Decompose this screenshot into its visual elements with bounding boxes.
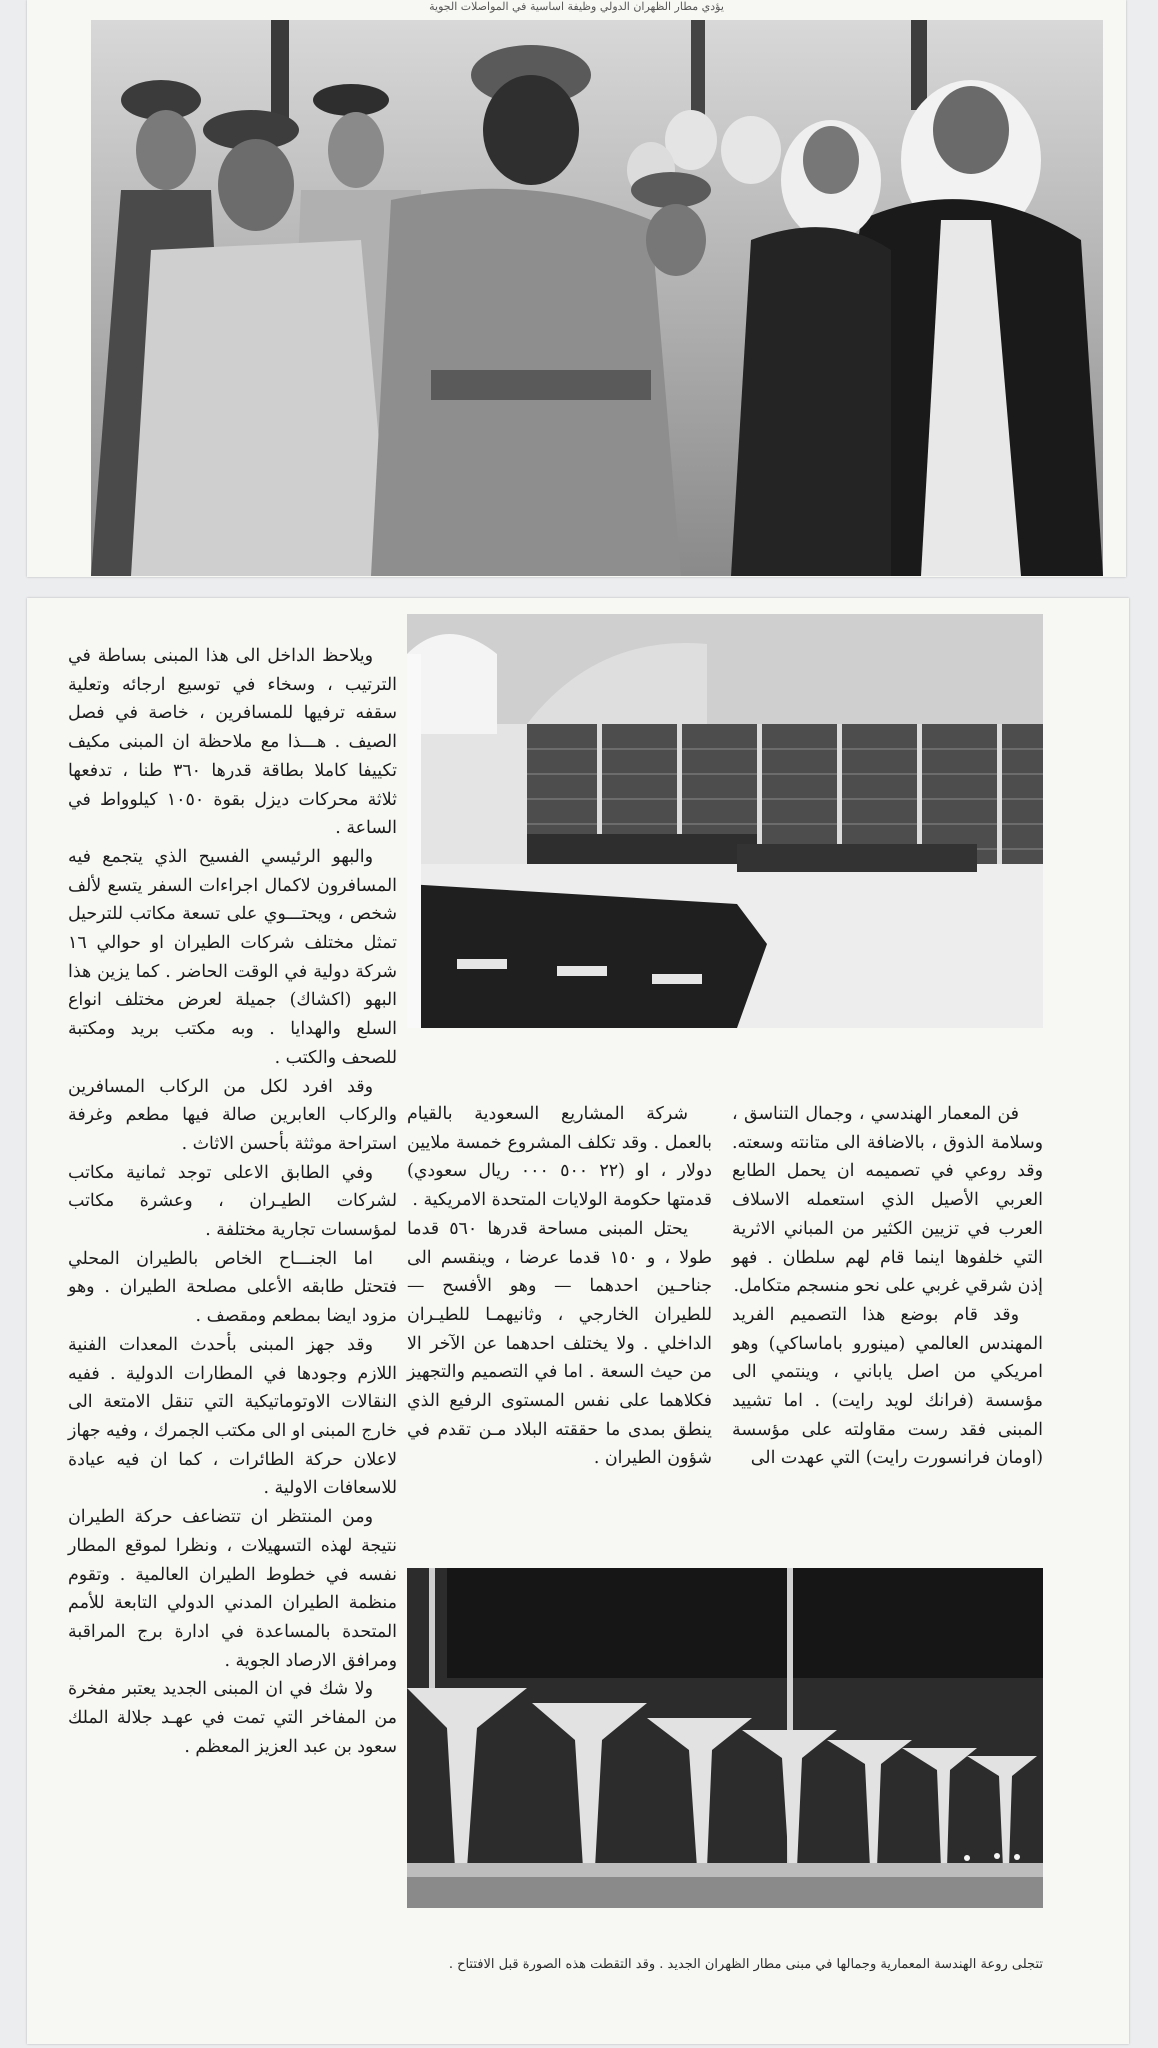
waiting-hall-photo — [407, 614, 1043, 1028]
main-article-column — [68, 642, 397, 2042]
paragraph: فن المعمار الهندسي ، وجمال التناسق ، وسلامة الذوق ، بالاضافة الى متانته وسعته. وقد روعي في تصميمه ان يحمل الطابع العربي الأصيل الذي استعمله الاسلاف العرب في تزيين الكثير من المباني الاثرية التي خلفوها اينما قام لهم سلطان . فهو إذن شرقي غربي على نحو منسجم متكامل. — [732, 1104, 1043, 1297]
paragraph: وفي الطابق الاعلى توجد ثمانية مكاتب لشركات الطيـران ، وعشرة مكاتب لمؤسسات تجارية مختلفة . — [68, 1162, 397, 1241]
bottom-magazine-page — [27, 598, 1129, 2044]
paragraph: وقد جهز المبنى بأحدث المعدات الفنية اللازم وجودها في المطارات الدولية . ففيه النقالات الاوتوماتيكية التي تنقل الامتعة الى خارج المبنى او الى مكتب الجمرك ، وفيه جهاز لاعلان حركة الطائرات ، كما ان فيه عيادة للاسعافات الاولية . — [68, 1334, 397, 1499]
paragraph: شركة المشاريع السعودية بالقيام بالعمل . وقد تكلف المشروع خمسة ملايين دولار ، او (٢٢ ٥٠٠ ٠٠٠ ريال سعودي) قدمتها حكومة الولايات المتحدة الامريكية . — [407, 1104, 713, 1211]
paragraph: اما الجنـــاح الخاص بالطيران المحلي فتحتل طابقه الأعلى مصلحة الطيران . وهو مزود ايضا بمطعم ومقصف . — [68, 1248, 397, 1327]
paragraph: ومن المنتظر ان تتضاعف حركة الطيران نتيجة لهذه التسهيلات ، ونظرا لموقع المطار نفسه في خطوط الطيران العالمية . وتقوم منظمة الطيران المدني الدولي التابعة للأمم المتحدة بالمساعدة في ادارة برج المراقبة ومرافق الارصاد الجوية . — [68, 1507, 397, 1671]
paragraph: وقد قام بوضع هذا التصميم الفريد المهندس العالمي (مينورو باماساكي) وهو امريكي من اصل ياباني ، وينتمي الى مؤسسة (فرانك لويد رايت) . اما تشييد المبنى فقد رست مقاولته على مؤسسة (اومان فرانسورت رايت) التي عهدت الى — [732, 1304, 1043, 1469]
middle-right-column — [732, 1100, 1043, 1473]
paragraph: يحتل المبنى مساحة قدرها ٥٦٠ قدما طولا ، و ١٥٠ قدما عرضا ، وينقسم الى جناحـين احدهما — وهو الأفسح — للطيران الخارجي ، وثانيهمـا للطيـران الداخلي . ولا يختلف احدهما عن الآخر الا من حيث السعة . اما في التصميم والتجهيز فكلاهما على نفس المستوى الرفيع الذي ينطق بمدى ما حققته البلاد مـن تقدم في شؤون الطيران . — [407, 1218, 713, 1469]
delegation-photo — [91, 20, 1103, 576]
running-header: يؤدي مطار الظهران الدولي وظيفة اساسية في المواصلات الجوية — [429, 0, 724, 13]
paragraph: ولا شك في ان المبنى الجديد يعتبر مفخرة من المفاخر التي تمت في عهـد جلالة الملك سعود بن عبد العزيز المعظم . — [68, 1679, 397, 1757]
waiting-hall-photo-icon — [407, 614, 1043, 1028]
paragraph: وقد افرد لكل من الركاب المسافرين والركاب العابرين صالة فيها مطعم وغرفة استراحة موثثة بأحسن الاثاث . — [68, 1076, 397, 1154]
top-magazine-page — [27, 0, 1126, 577]
delegation-photo-icon — [91, 20, 1103, 576]
paragraph: والبهو الرئيسي الفسيح الذي يتجمع فيه المسافرون لاكمال اجراءات السفر يتسع لألف شخص ، ويحتـــوي على تسعة مكاتب للترحيل تمثل مختلف شركات الطيران او حوالي ١٦ شركة دولية في الوقت الحاضر . كما يزين هذا البهو (اكشاك) جميلة لعرض مختلف انواع السلع والهدايا . وبه مكتب بريد ومكتبة للصحف والكتب . — [68, 846, 397, 1068]
canopy-photo-caption: تتجلى روعة الهندسة المعمارية وجمالها في مبنى مطار الظهران الجديد . وقد التقطت هذه الصورة قبل الافتتاح . — [448, 1957, 1043, 1972]
terminal-canopy-photo — [407, 1568, 1043, 1908]
terminal-canopy-photo-icon — [407, 1568, 1043, 1908]
middle-left-column — [407, 1100, 712, 1473]
paragraph: ويلاحظ الداخل الى هذا المبنى بساطة في الترتيب ، وسخاء في توسيع ارجائه وتعلية سقفه ترفيها للمسافرين ، خاصة في فصل الصيف . هـــذا مع ملاحظة ان المبنى مكيف تكييفا كاملا بطاقة قدرها ٣٦٠ طنا ، تدفعها ثلاثة محركات ديزل بقوة ١٠٥٠ كيلوواط في الساعة . — [68, 646, 397, 839]
